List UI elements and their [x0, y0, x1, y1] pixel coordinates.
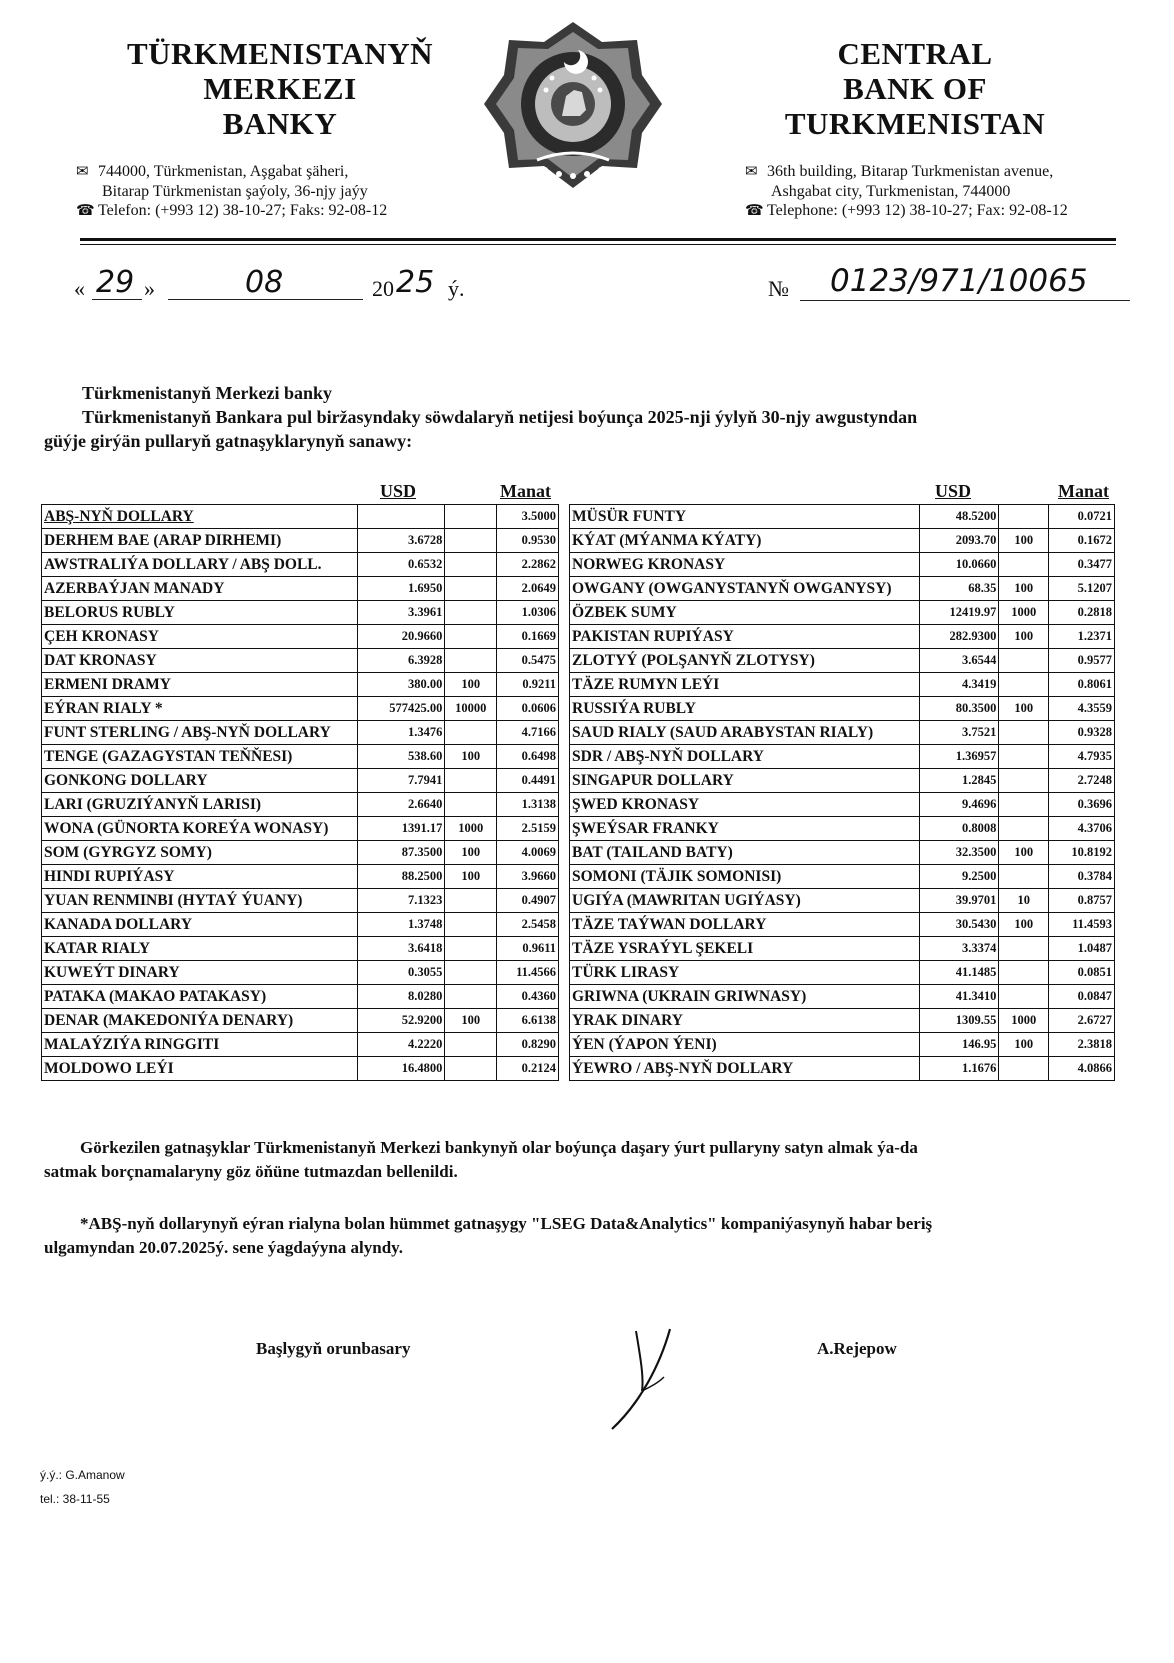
- rate-row: [42, 937, 559, 961]
- manat-rate: 1.0487: [1049, 937, 1115, 961]
- scale-unit: 100: [999, 1033, 1049, 1057]
- header-rule-thick: [80, 238, 1116, 241]
- rate-row: [42, 865, 559, 889]
- usd-rate: 2093.70: [919, 529, 999, 553]
- usd-rate: 12419.97: [919, 601, 999, 625]
- rate-row: [570, 769, 1115, 793]
- rate-row: [570, 745, 1115, 769]
- manat-rate: 0.0721: [1049, 505, 1115, 529]
- usd-rate: 80.3500: [919, 697, 999, 721]
- left-bank-title: [90, 36, 470, 141]
- currency-name: KATAR RIALY: [42, 937, 358, 961]
- usd-rate: 1391.17: [357, 817, 445, 841]
- right-address-line-2: Ashgabat city, Turkmenistan, 744000: [771, 183, 1011, 200]
- scale-unit: [999, 769, 1049, 793]
- usd-rate: 8.0280: [357, 985, 445, 1009]
- rate-row: [42, 793, 559, 817]
- usd-rate: 9.2500: [919, 865, 999, 889]
- rate-row: [570, 817, 1115, 841]
- manat-rate: 0.1669: [497, 625, 559, 649]
- rate-row: [42, 601, 559, 625]
- manat-rate: 0.9328: [1049, 721, 1115, 745]
- manat-rate: 6.6138: [497, 1009, 559, 1033]
- scale-unit: 10: [999, 889, 1049, 913]
- left-title-line-2: MERKEZI: [203, 71, 357, 106]
- currency-name: HINDI RUPIÝASY: [42, 865, 358, 889]
- right-title-line-2: BANK OF: [843, 71, 987, 106]
- manat-rate: 0.3477: [1049, 553, 1115, 577]
- currency-name: SINGAPUR DOLLARY: [570, 769, 920, 793]
- currency-name: LARI (GRUZIÝANYŇ LARISI): [42, 793, 358, 817]
- currency-name: KANADA DOLLARY: [42, 913, 358, 937]
- telephone-icon: ☎: [745, 203, 764, 219]
- rate-row: [42, 961, 559, 985]
- rate-row: [570, 673, 1115, 697]
- right-address-line-3: Telephone: (+993 12) 38-10-27; Fax: 92-08-12: [767, 202, 1068, 219]
- scale-unit: 100: [999, 697, 1049, 721]
- currency-name: ŞWEÝSAR FRANKY: [570, 817, 920, 841]
- manat-rate: 3.9660: [497, 865, 559, 889]
- scale-unit: [445, 913, 497, 937]
- rate-row: [42, 553, 559, 577]
- scale-unit: [999, 865, 1049, 889]
- usd-rate: 52.9200: [357, 1009, 445, 1033]
- number-label: №: [768, 276, 789, 301]
- signatory-position: Başlygyň orunbasary: [256, 1339, 411, 1358]
- scale-unit: [445, 937, 497, 961]
- manat-rate: 2.7248: [1049, 769, 1115, 793]
- scale-unit: [999, 985, 1049, 1009]
- rate-row: [570, 649, 1115, 673]
- usd-rate: 3.3961: [357, 601, 445, 625]
- left-rates-table: [41, 504, 559, 1081]
- date-month-line: [168, 299, 363, 300]
- scale-unit: [445, 721, 497, 745]
- left-address-line-1: 744000, Türkmenistan, Aşgabat şäheri,: [98, 163, 349, 180]
- currency-name: MOLDOWO LEÝI: [42, 1057, 358, 1081]
- usd-rate: 282.9300: [919, 625, 999, 649]
- scale-unit: 100: [999, 841, 1049, 865]
- rate-row: [42, 697, 559, 721]
- date-day: 29: [96, 265, 135, 300]
- usd-rate: 146.95: [919, 1033, 999, 1057]
- signatory-name: A.Rejepow: [817, 1339, 897, 1358]
- intro-line-2: Türkmenistanyň Bankara pul biržasyndaky söwdalaryň netijesi boýunça 2025-nji ýylyň 30-njy awgustyndan: [82, 407, 918, 427]
- scale-unit: [445, 601, 497, 625]
- usd-rate: 10.0660: [919, 553, 999, 577]
- right-usd-heading: USD: [935, 481, 972, 501]
- note-2-line-1: *ABŞ-nyň dollarynyň eýran rialyna bolan hümmet gatnaşygy "LSEG Data&Analytics" kompaniýasynyň habar beriş: [80, 1214, 933, 1233]
- usd-rate: 577425.00: [357, 697, 445, 721]
- scale-unit: [445, 577, 497, 601]
- scale-unit: 1000: [999, 601, 1049, 625]
- currency-name: EÝRAN RIALY *: [42, 697, 358, 721]
- usd-rate: 6.3928: [357, 649, 445, 673]
- currency-name: ÇEH KRONASY: [42, 625, 358, 649]
- usd-rate: 7.1323: [357, 889, 445, 913]
- manat-rate: 11.4566: [497, 961, 559, 985]
- right-title-line-3: TURKMENISTAN: [784, 106, 1046, 141]
- left-address-line-3: Telefon: (+993 12) 38-10-27; Faks: 92-08-12: [98, 202, 388, 219]
- manat-rate: 2.0649: [497, 577, 559, 601]
- scale-unit: 100: [445, 745, 497, 769]
- rate-row: [42, 913, 559, 937]
- scale-unit: [445, 985, 497, 1009]
- currency-name: UGIÝA (MAWRITAN UGIÝASY): [570, 889, 920, 913]
- currency-name: GONKONG DOLLARY: [42, 769, 358, 793]
- currency-name: AWSTRALIÝA DOLLARY / ABŞ DOLL.: [42, 553, 358, 577]
- rate-row: [570, 505, 1115, 529]
- manat-rate: 2.6727: [1049, 1009, 1115, 1033]
- scale-unit: 100: [999, 577, 1049, 601]
- right-address: [745, 162, 1145, 221]
- currency-name: DAT KRONASY: [42, 649, 358, 673]
- currency-name: ÝEN (ÝAPON ÝENI): [570, 1033, 920, 1057]
- rate-row: [570, 721, 1115, 745]
- currency-name: TÄZE TAÝWAN DOLLARY: [570, 913, 920, 937]
- scale-unit: [999, 1057, 1049, 1081]
- usd-rate: 3.3374: [919, 937, 999, 961]
- manat-rate: 0.0847: [1049, 985, 1115, 1009]
- manat-rate: 1.2371: [1049, 625, 1115, 649]
- intro-line-3: güýje girýän pullaryň gatnaşyklarynyň sanawy:: [44, 431, 413, 451]
- manat-rate: 4.0866: [1049, 1057, 1115, 1081]
- rate-row: [42, 505, 559, 529]
- left-address: [76, 162, 476, 221]
- manat-rate: 0.1672: [1049, 529, 1115, 553]
- manat-rate: 0.2124: [497, 1057, 559, 1081]
- scale-unit: [999, 937, 1049, 961]
- scale-unit: 100: [445, 673, 497, 697]
- currency-name: ERMENI DRAMY: [42, 673, 358, 697]
- currency-name: GRIWNA (UKRAIN GRIWNASY): [570, 985, 920, 1009]
- currency-name: PATAKA (MAKAO PATAKASY): [42, 985, 358, 1009]
- manat-rate: 0.8290: [497, 1033, 559, 1057]
- currency-name: TÄZE YSRAÝYL ŞEKELI: [570, 937, 920, 961]
- currency-name: WONA (GÜNORTA KOREÝA WONASY): [42, 817, 358, 841]
- rate-row: [42, 889, 559, 913]
- manat-rate: 0.8757: [1049, 889, 1115, 913]
- usd-rate: 4.2220: [357, 1033, 445, 1057]
- scale-unit: [445, 505, 497, 529]
- usd-rate: 39.9701: [919, 889, 999, 913]
- left-title-line-3: BANKY: [222, 106, 338, 141]
- manat-rate: 0.2818: [1049, 601, 1115, 625]
- usd-rate: 41.3410: [919, 985, 999, 1009]
- usd-rate: 2.6640: [357, 793, 445, 817]
- usd-rate: 380.00: [357, 673, 445, 697]
- scale-unit: [999, 817, 1049, 841]
- usd-rate: 7.7941: [357, 769, 445, 793]
- manat-rate: 5.1207: [1049, 577, 1115, 601]
- scale-unit: [445, 1057, 497, 1081]
- right-rates-table: [569, 504, 1115, 1081]
- scale-unit: [999, 745, 1049, 769]
- rate-row: [570, 529, 1115, 553]
- currency-name: TÜRK LIRASY: [570, 961, 920, 985]
- currency-name: BAT (TAILAND BATY): [570, 841, 920, 865]
- currency-name: KÝAT (MÝANMA KÝATY): [570, 529, 920, 553]
- currency-name: MALAÝZIÝA RINGGITI: [42, 1033, 358, 1057]
- usd-rate: 4.3419: [919, 673, 999, 697]
- header-rule-thin: [80, 244, 1116, 245]
- scale-unit: 1000: [999, 1009, 1049, 1033]
- usd-rate: 48.5200: [919, 505, 999, 529]
- usd-rate: 1.6950: [357, 577, 445, 601]
- scale-unit: [999, 649, 1049, 673]
- telephone-icon: ☎: [76, 203, 95, 219]
- rate-row: [42, 673, 559, 697]
- scale-unit: 100: [445, 1009, 497, 1033]
- currency-name: PAKISTAN RUPIÝASY: [570, 625, 920, 649]
- scale-unit: [445, 649, 497, 673]
- left-manat-heading: Manat: [500, 481, 551, 501]
- manat-rate: 0.9611: [497, 937, 559, 961]
- manat-rate: 0.9211: [497, 673, 559, 697]
- rate-row: [42, 625, 559, 649]
- right-bank-title: [720, 36, 1110, 141]
- currency-name: ABŞ-NYŇ DOLLARY: [42, 505, 358, 529]
- manat-rate: 0.9530: [497, 529, 559, 553]
- rate-row: [570, 577, 1115, 601]
- manat-rate: 2.3818: [1049, 1033, 1115, 1057]
- usd-rate: 1.2845: [919, 769, 999, 793]
- currency-name: YUAN RENMINBI (HYTAÝ ÝUANY): [42, 889, 358, 913]
- rate-row: [570, 1009, 1115, 1033]
- manat-rate: 0.4491: [497, 769, 559, 793]
- manat-rate: 10.8192: [1049, 841, 1115, 865]
- usd-rate: 16.4800: [357, 1057, 445, 1081]
- envelope-icon: ✉: [745, 164, 758, 180]
- state-emblem-icon: [482, 20, 664, 230]
- scale-unit: [445, 793, 497, 817]
- usd-rate: 88.2500: [357, 865, 445, 889]
- right-title-line-1: CENTRAL: [837, 36, 993, 71]
- right-address-line-1: 36th building, Bitarap Turkmenistan avenue,: [767, 163, 1054, 180]
- currency-name: BELORUS RUBLY: [42, 601, 358, 625]
- usd-rate: 0.3055: [357, 961, 445, 985]
- intro-line-1: Türkmenistanyň Merkezi banky: [82, 383, 333, 403]
- rate-row: [570, 1057, 1115, 1081]
- document-number: 0123/971/10065: [830, 263, 1088, 299]
- note-1-line-1: Görkezilen gatnaşyklar Türkmenistanyň Merkezi bankynyň olar boýunça daşary ýurt pullaryny satyn almak ýa-da: [80, 1138, 918, 1157]
- rate-row: [570, 961, 1115, 985]
- usd-rate: 3.6418: [357, 937, 445, 961]
- executor-phone: tel.: 38-11-55: [40, 1492, 110, 1506]
- document-number-line: [800, 300, 1130, 301]
- currency-name: ZLOTYÝ (POLŞANYŇ ZLOTYSY): [570, 649, 920, 673]
- date-day-line: [92, 299, 142, 300]
- manat-rate: 0.4907: [497, 889, 559, 913]
- manat-rate: 1.0306: [497, 601, 559, 625]
- scale-unit: [999, 961, 1049, 985]
- rate-row: [42, 721, 559, 745]
- manat-rate: 0.0851: [1049, 961, 1115, 985]
- currency-name: ŞWED KRONASY: [570, 793, 920, 817]
- scale-unit: [999, 721, 1049, 745]
- rate-row: [42, 577, 559, 601]
- manat-rate: 4.7166: [497, 721, 559, 745]
- manat-rate: 11.4593: [1049, 913, 1115, 937]
- currency-name: SAUD RIALY (SAUD ARABYSTAN RIALY): [570, 721, 920, 745]
- manat-rate: 2.2862: [497, 553, 559, 577]
- usd-rate: 1.3748: [357, 913, 445, 937]
- left-address-line-2: Bitarap Türkmenistan şaýoly, 36-njy jaýy: [102, 183, 368, 200]
- rate-row: [570, 1033, 1115, 1057]
- note-1-line-2: satmak borçnamalaryny göz öňüne tutmazdan bellenildi.: [44, 1162, 458, 1181]
- manat-rate: 3.5000: [497, 505, 559, 529]
- date-suffix: ý.: [448, 276, 465, 301]
- date-year: 25: [396, 265, 435, 300]
- rate-row: [42, 841, 559, 865]
- scale-unit: 100: [445, 841, 497, 865]
- scale-unit: [999, 673, 1049, 697]
- currency-name: RUSSIÝA RUBLY: [570, 697, 920, 721]
- note-paragraph-1: [44, 1136, 1124, 1184]
- currency-name: YRAK DINARY: [570, 1009, 920, 1033]
- scale-unit: 10000: [445, 697, 497, 721]
- scale-unit: 100: [999, 625, 1049, 649]
- left-usd-heading: USD: [380, 481, 417, 501]
- scale-unit: 1000: [445, 817, 497, 841]
- rate-row: [42, 817, 559, 841]
- executor-name: ý.ý.: G.Amanow: [40, 1468, 125, 1482]
- usd-rate: 9.4696: [919, 793, 999, 817]
- manat-rate: 4.3559: [1049, 697, 1115, 721]
- rate-row: [42, 1009, 559, 1033]
- date-year-prefix: 20: [372, 276, 394, 301]
- rate-row: [42, 649, 559, 673]
- rate-row: [42, 769, 559, 793]
- currency-name: NORWEG KRONASY: [570, 553, 920, 577]
- currency-name: TÄZE RUMYN LEÝI: [570, 673, 920, 697]
- currency-name: KUWEÝT DINARY: [42, 961, 358, 985]
- manat-rate: 0.8061: [1049, 673, 1115, 697]
- rate-row: [570, 601, 1115, 625]
- currency-name: OWGANY (OWGANYSTANYŇ OWGANYSY): [570, 577, 920, 601]
- currency-name: DERHEM BAE (ARAP DIRHEMI): [42, 529, 358, 553]
- rate-row: [570, 625, 1115, 649]
- usd-rate: 3.6544: [919, 649, 999, 673]
- usd-rate: 1.36957: [919, 745, 999, 769]
- currency-name: SOMONI (TÄJIK SOMONISI): [570, 865, 920, 889]
- scale-unit: [445, 889, 497, 913]
- manat-rate: 0.3696: [1049, 793, 1115, 817]
- rate-row: [570, 793, 1115, 817]
- rate-row: [570, 865, 1115, 889]
- manat-rate: 1.3138: [497, 793, 559, 817]
- rate-row: [42, 529, 559, 553]
- rate-row: [42, 1057, 559, 1081]
- manat-rate: 0.3784: [1049, 865, 1115, 889]
- currency-name: DENAR (MAKEDONIÝA DENARY): [42, 1009, 358, 1033]
- currency-name: SDR / ABŞ-NYŇ DOLLARY: [570, 745, 920, 769]
- scale-unit: 100: [999, 913, 1049, 937]
- usd-rate: 3.7521: [919, 721, 999, 745]
- manat-rate: 4.3706: [1049, 817, 1115, 841]
- rate-row: [42, 985, 559, 1009]
- note-2-line-2: ulgamyndan 20.07.2025ý. sene ýagdaýyna alyndy.: [44, 1238, 403, 1257]
- usd-rate: 20.9660: [357, 625, 445, 649]
- currency-name: AZERBAÝJAN MANADY: [42, 577, 358, 601]
- scale-unit: [999, 505, 1049, 529]
- currency-name: ÝEWRO / ABŞ-NYŇ DOLLARY: [570, 1057, 920, 1081]
- signature-scribble-icon: [600, 1325, 690, 1435]
- usd-rate: 68.35: [919, 577, 999, 601]
- manat-rate: 2.5159: [497, 817, 559, 841]
- usd-rate: [357, 505, 445, 529]
- manat-rate: 0.4360: [497, 985, 559, 1009]
- manat-rate: 2.5458: [497, 913, 559, 937]
- right-manat-heading: Manat: [1058, 481, 1109, 501]
- manat-rate: 0.0606: [497, 697, 559, 721]
- usd-rate: 1309.55: [919, 1009, 999, 1033]
- scale-unit: [445, 529, 497, 553]
- currency-name: ÖZBEK SUMY: [570, 601, 920, 625]
- currency-name: FUNT STERLING / ABŞ-NYŇ DOLLARY: [42, 721, 358, 745]
- usd-rate: 87.3500: [357, 841, 445, 865]
- scale-unit: 100: [445, 865, 497, 889]
- currency-name: SOM (GYRGYZ SOMY): [42, 841, 358, 865]
- date-open-quote: «: [74, 276, 85, 301]
- scale-unit: [445, 625, 497, 649]
- scale-unit: 100: [999, 529, 1049, 553]
- manat-rate: 4.0069: [497, 841, 559, 865]
- usd-rate: 30.5430: [919, 913, 999, 937]
- usd-rate: 538.60: [357, 745, 445, 769]
- rate-row: [570, 553, 1115, 577]
- usd-rate: 32.3500: [919, 841, 999, 865]
- manat-rate: 0.5475: [497, 649, 559, 673]
- rate-row: [570, 697, 1115, 721]
- usd-rate: 41.1485: [919, 961, 999, 985]
- usd-rate: 1.3476: [357, 721, 445, 745]
- date-close-quote: »: [144, 276, 155, 301]
- scale-unit: [999, 793, 1049, 817]
- rate-row: [570, 985, 1115, 1009]
- usd-rate: 0.8008: [919, 817, 999, 841]
- manat-rate: 0.9577: [1049, 649, 1115, 673]
- usd-rate: 1.1676: [919, 1057, 999, 1081]
- scale-unit: [445, 1033, 497, 1057]
- manat-rate: 4.7935: [1049, 745, 1115, 769]
- rate-row: [570, 937, 1115, 961]
- scale-unit: [445, 961, 497, 985]
- scale-unit: [445, 769, 497, 793]
- rate-row: [570, 889, 1115, 913]
- scale-unit: [445, 553, 497, 577]
- rate-row: [42, 745, 559, 769]
- currency-name: MÜSÜR FUNTY: [570, 505, 920, 529]
- envelope-icon: ✉: [76, 164, 89, 180]
- rate-row: [570, 841, 1115, 865]
- left-title-line-1: TÜRKMENISTANYŇ: [126, 36, 434, 71]
- rate-row: [42, 1033, 559, 1057]
- usd-rate: 3.6728: [357, 529, 445, 553]
- scale-unit: [999, 553, 1049, 577]
- note-paragraph-2: [44, 1212, 1124, 1260]
- rate-row: [570, 913, 1115, 937]
- currency-name: TENGE (GAZAGYSTAN TEŇŇESI): [42, 745, 358, 769]
- date-month: 08: [245, 265, 284, 300]
- usd-rate: 0.6532: [357, 553, 445, 577]
- manat-rate: 0.6498: [497, 745, 559, 769]
